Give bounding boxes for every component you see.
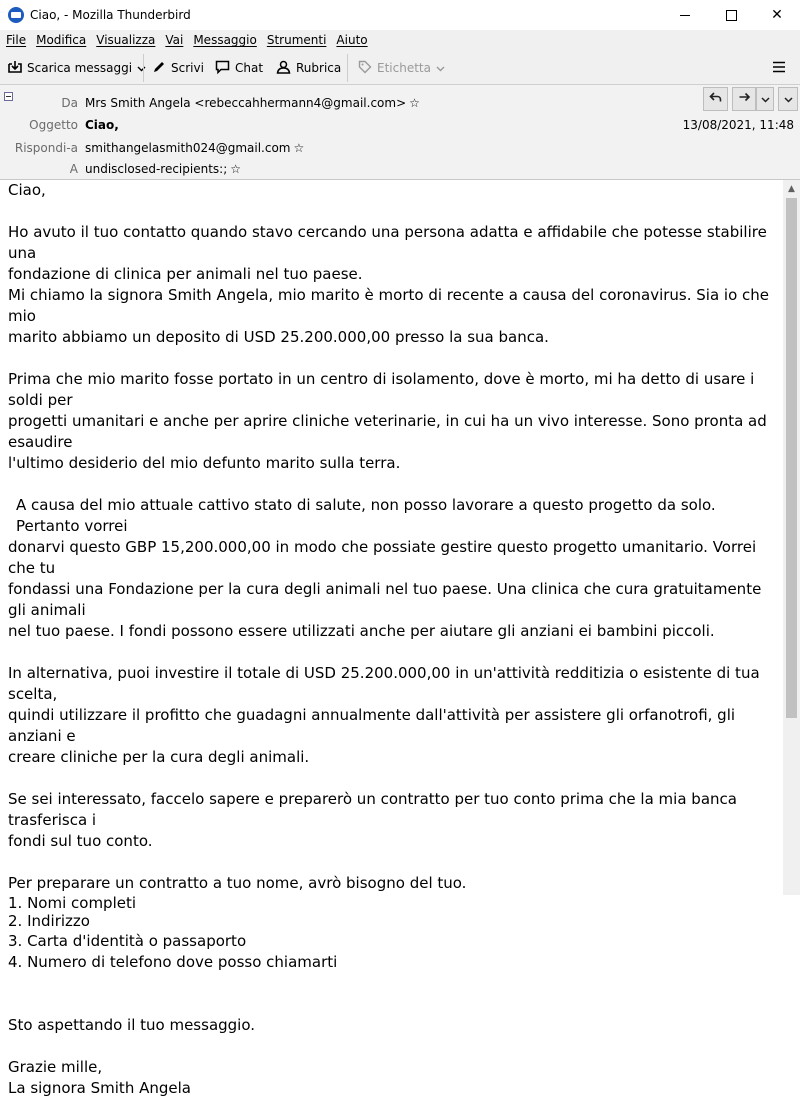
subject-label: Oggetto bbox=[29, 118, 78, 132]
reply-button[interactable] bbox=[703, 87, 728, 111]
body-line: Se sei interessato, faccelo sapere e preparerò un contratto per tuo conto prima che la mia banca trasferisca i bbox=[8, 790, 737, 829]
subject-value: Ciao, bbox=[85, 118, 119, 132]
blank-line bbox=[8, 201, 783, 222]
vertical-scrollbar[interactable] bbox=[783, 180, 800, 895]
toolbar-separator bbox=[347, 54, 348, 82]
contacts-icon bbox=[276, 60, 291, 77]
body-line: Prima che mio marito fosse portato in un centro di isolamento, dove è morto, mi ha detto di usare i soldi per bbox=[8, 370, 755, 409]
menu-go[interactable]: Vai bbox=[165, 33, 184, 47]
greeting: Ciao, bbox=[8, 181, 46, 199]
menu-file[interactable]: File bbox=[6, 33, 27, 47]
forward-button[interactable] bbox=[732, 87, 756, 111]
menu-view[interactable]: Visualizza bbox=[96, 33, 156, 47]
from-value: Mrs Smith Angela <rebeccahhermann4@gmail.com> bbox=[85, 96, 407, 110]
reply-to-label: Rispondi-a bbox=[14, 141, 78, 155]
pencil-icon bbox=[152, 60, 166, 77]
list-item: 3. Carta d'identità o passaporto bbox=[8, 932, 247, 950]
tag-button[interactable] bbox=[358, 57, 445, 79]
menu-edit[interactable]: Modifica bbox=[36, 33, 87, 47]
close-button[interactable]: ✕ bbox=[771, 7, 783, 23]
window-title: Ciao, - Mozilla Thunderbird bbox=[30, 8, 191, 22]
star-icon[interactable]: ☆ bbox=[230, 162, 242, 176]
message-text bbox=[8, 180, 783, 1099]
body-line: fondazione di clinica per animali nel tuo paese. bbox=[8, 265, 363, 283]
write-label: Scrivi bbox=[171, 61, 204, 75]
write-button[interactable] bbox=[152, 57, 204, 79]
download-icon bbox=[8, 60, 22, 77]
chat-button[interactable] bbox=[215, 57, 263, 79]
tag-label: Etichetta bbox=[377, 61, 431, 75]
collapse-header-icon[interactable] bbox=[4, 92, 13, 101]
get-messages-label: Scarica messaggi bbox=[27, 61, 133, 75]
body-line: donarvi questo GBP 15,200.000,00 in modo che possiate gestire questo progetto umanitario. Vorrei che tu bbox=[8, 538, 757, 577]
forward-arrow-icon bbox=[738, 91, 751, 107]
from-field[interactable] bbox=[85, 96, 420, 110]
body-line: In alternativa, puoi investire il totale di USD 25.200.000,00 in un'attività redditizia o esistente di tua scelta, bbox=[8, 664, 760, 703]
chevron-down-icon bbox=[436, 61, 445, 75]
closing-thanks: Grazie mille, bbox=[8, 1058, 103, 1076]
hamburger-menu-icon bbox=[772, 61, 786, 76]
body-line: fondi sul tuo conto. bbox=[8, 832, 153, 850]
chat-label: Chat bbox=[235, 61, 264, 75]
chevron-down-icon[interactable] bbox=[137, 61, 146, 75]
more-actions-button[interactable] bbox=[778, 87, 798, 111]
chat-bubble-icon bbox=[215, 60, 230, 77]
body-line: creare cliniche per la cura degli animali. bbox=[8, 748, 310, 766]
star-icon[interactable]: ☆ bbox=[409, 96, 420, 110]
forward-options-button[interactable] bbox=[756, 87, 774, 111]
from-label: Da bbox=[61, 96, 78, 110]
blank-line bbox=[8, 1036, 783, 1057]
message-date: 13/08/2021, 11:48 bbox=[682, 118, 794, 132]
menu-tools[interactable]: Strumenti bbox=[266, 33, 327, 47]
chevron-down-icon bbox=[761, 91, 770, 107]
to-label: A bbox=[69, 162, 78, 176]
body-line: A causa del mio attuale cattivo stato di salute, non posso lavorare a questo progetto da solo. Pertanto vorrei bbox=[16, 496, 716, 535]
maximize-button[interactable] bbox=[708, 0, 754, 30]
toolbar-separator bbox=[143, 54, 144, 82]
body-line: progetti umanitari e anche per aprire cliniche veterinarie, in cui ha un vivo interesse. Sono pronta ad esaudire bbox=[8, 412, 767, 451]
blank-line bbox=[8, 642, 783, 663]
to-value: undisclosed-recipients:; bbox=[85, 162, 228, 176]
body-line: nel tuo paese. I fondi possono essere utilizzati anche per aiutare gli anziani ei bambini piccoli. bbox=[8, 622, 715, 640]
minimize-button[interactable] bbox=[662, 0, 708, 30]
blank-line bbox=[8, 852, 783, 873]
list-item: 4. Numero di telefono dove posso chiamarti bbox=[8, 953, 338, 971]
chevron-down-icon bbox=[784, 91, 793, 107]
main-toolbar bbox=[0, 50, 800, 85]
menu-message[interactable]: Messaggio bbox=[193, 33, 257, 47]
message-body bbox=[0, 180, 800, 1097]
body-line: fondassi una Fondazione per la cura degli animali nel tuo paese. Una clinica che cura gratuitamente gli animali bbox=[8, 580, 762, 619]
body-line: Ho avuto il tuo contatto quando stavo cercando una persona adatta e affidabile che potesse stabilire una bbox=[8, 223, 767, 262]
blank-line bbox=[8, 994, 783, 1015]
reply-to-value: smithangelasmith024@gmail.com bbox=[85, 141, 291, 155]
to-field[interactable] bbox=[85, 162, 241, 176]
star-icon[interactable]: ☆ bbox=[293, 141, 305, 155]
body-line: Mi chiamo la signora Smith Angela, mio marito è morto di recente a causa del coronavirus. Sia io che mio bbox=[8, 286, 770, 325]
blank-line bbox=[8, 973, 783, 994]
scrollbar-thumb[interactable] bbox=[786, 198, 797, 718]
reply-to-field[interactable] bbox=[85, 141, 304, 155]
blank-line bbox=[8, 348, 783, 369]
signature: La signora Smith Angela bbox=[8, 1079, 191, 1097]
address-book-button[interactable] bbox=[276, 57, 341, 79]
list-item: 2. Indirizzo bbox=[8, 912, 90, 930]
body-line: marito abbiamo un deposito di USD 25.200.000,00 presso la sua banca. bbox=[8, 328, 549, 346]
menu-bar bbox=[0, 30, 800, 50]
blank-line bbox=[8, 474, 783, 495]
menu-help[interactable]: Aiuto bbox=[336, 33, 368, 47]
body-line: quindi utilizzare il profitto che guadagni annualmente dall'attività per assistere gli orfanotrofi, gli anziani e bbox=[8, 706, 736, 745]
thunderbird-logo-icon bbox=[8, 7, 24, 23]
closing-line: Sto aspettando il tuo messaggio. bbox=[8, 1016, 256, 1034]
address-book-label: Rubrica bbox=[296, 61, 342, 75]
scroll-up-arrow-icon[interactable]: ▲ bbox=[788, 183, 795, 194]
tag-icon bbox=[358, 60, 372, 77]
body-line: l'ultimo desiderio del mio defunto marito sulla terra. bbox=[8, 454, 401, 472]
list-item: 1. Nomi completi bbox=[8, 894, 137, 912]
blank-line bbox=[8, 768, 783, 789]
body-line: Per preparare un contratto a tuo nome, avrò bisogno del tuo. bbox=[8, 874, 467, 892]
reply-arrow-icon bbox=[709, 91, 722, 107]
message-header bbox=[0, 85, 800, 180]
app-menu-button[interactable] bbox=[772, 57, 786, 79]
get-messages-button[interactable] bbox=[8, 57, 146, 79]
title-bar bbox=[0, 0, 800, 30]
